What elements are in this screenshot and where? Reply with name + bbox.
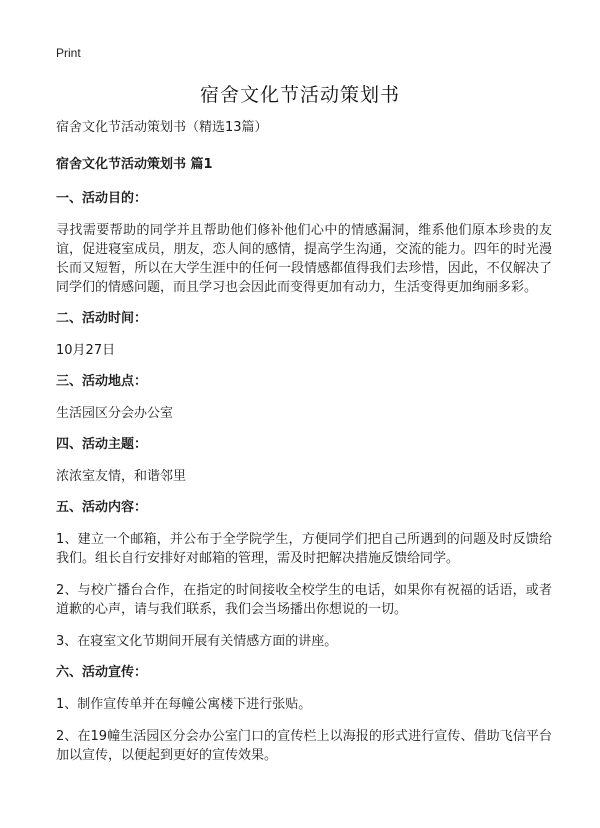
section-heading-location: 三、活动地点： <box>56 374 148 389</box>
print-label[interactable]: Print <box>56 46 81 60</box>
section-paragraph: 1、建立一个邮箱，并公布于全学院学生，方便同学们把自己所遇到的问题及时反馈给我们。组长自行安排好对邮箱的管理，需及时把解决措施反馈给同学。 <box>56 532 552 566</box>
section-heading-content: 五、活动内容： <box>56 500 148 515</box>
document-subtitle: 宿舍文化节活动策划书（精选13篇） <box>56 120 268 135</box>
section-paragraph: 2、与校广播台合作，在指定的时间接收全校学生的电话，如果你有祝福的话语，或者道歉的心声，请与我们联系，我们会当场播出你想说的一切。 <box>56 583 552 617</box>
section-paragraph: 生活园区分会办公室 <box>56 406 174 421</box>
section-heading-theme: 四、活动主题： <box>56 437 148 452</box>
section-paragraph: 3、在寝室文化节期间开展有关情感方面的讲座。 <box>56 634 338 649</box>
section-paragraph: 2、在19幢生活园区分会办公室门口的宣传栏上以海报的形式进行宣传、借助飞信平台加以宣传，以便起到更好的宣传效果。 <box>56 729 552 763</box>
section-heading-publicity: 六、活动宣传： <box>56 665 148 680</box>
section-paragraph: 1、制作宣传单并在每幢公寓楼下进行张贴。 <box>56 697 312 712</box>
section-paragraph: 浓浓室友情，和谐邻里 <box>56 469 187 484</box>
section-paragraph: 寻找需要帮助的同学并且帮助他们修补他们心中的情感漏洞，维系他们原本珍贵的友谊，促进寝室成员，朋友，恋人间的感情，提高学生沟通，交流的能力。四年的时光漫长而又短暂，所以在大学生涯中的任何一段情感都值得我们去珍惜，因此，不仅解决了同学们的情感问题，而且学习也会因此而变得更加有动力，生活变得更加绚丽多彩。 <box>56 223 552 295</box>
article-title: 宿舍文化节活动策划书 篇1 <box>56 157 213 172</box>
section-heading-purpose: 一、活动目的： <box>56 191 148 206</box>
section-heading-time: 二、活动时间： <box>56 311 148 326</box>
document-body <box>56 119 552 778</box>
document-title: 宿舍文化节活动策划书 <box>199 84 400 106</box>
section-paragraph: 10月27日 <box>56 343 116 358</box>
